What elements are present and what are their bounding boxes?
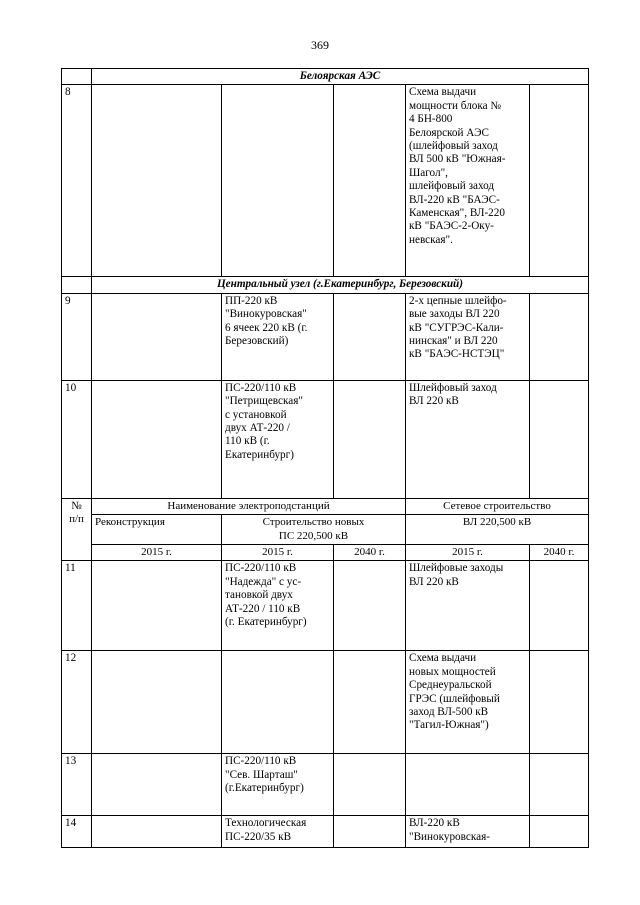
row-number: 8 (62, 85, 92, 277)
new-substation-2040-cell (334, 85, 406, 277)
header-network: Сетевое строительство (406, 498, 589, 514)
network-2040-cell (530, 816, 589, 848)
table-row (62, 754, 589, 816)
new-substation-2015-cell: ПС-220/110 кВ "Надежда" с ус- тановкой двух АТ-220 / 110 кВ (г. Екатеринбург) (222, 561, 334, 651)
network-2015-cell: ВЛ-220 кВ "Винокуровская- (406, 816, 530, 848)
new-substation-2015-cell: Технологическая ПС-220/35 кВ (222, 816, 334, 848)
header-substations: Наименование электроподстанций (92, 498, 406, 514)
reconstruction-cell (92, 651, 222, 754)
new-substation-2015-cell (222, 85, 334, 277)
header-lines: ВЛ 220,500 кВ (406, 515, 589, 545)
new-substation-2040-cell (334, 754, 406, 816)
substations-table (61, 68, 589, 848)
network-2040-cell (530, 380, 589, 498)
network-2015-cell (406, 754, 530, 816)
new-substation-2040-cell (334, 293, 406, 380)
new-substation-2015-cell: ПС-220/110 кВ "Сев. Шарташ" (г.Екатеринбург) (222, 754, 334, 816)
header-year: 2040 г. (334, 545, 406, 561)
network-2015-cell: Шлейфовые заходы ВЛ 220 кВ (406, 561, 530, 651)
table-row (62, 561, 589, 651)
network-2015-cell: Шлейфовый заход ВЛ 220 кВ (406, 380, 530, 498)
network-2015-cell: Схема выдачи мощности блока № 4 БН-800 Белоярской АЭС (шлейфовый заход ВЛ 500 кВ "Южная- Шагол", шлейфовый заход ВЛ-220 кВ "БАЭС- Каменская", ВЛ-220 кВ "БАЭС-2-Оку- невская". (406, 85, 530, 277)
network-2015-cell: 2-х цепные шлейфо- вые заходы ВЛ 220 кВ "СУГРЭС-Кали- нинская" и ВЛ 220 кВ "БАЭС-НСТЭЦ" (406, 293, 530, 380)
header-year: 2015 г. (222, 545, 334, 561)
table-row (62, 816, 589, 848)
table-row (62, 380, 589, 498)
table-row (62, 651, 589, 754)
section-row (62, 69, 589, 85)
new-substation-2040-cell (334, 380, 406, 498)
network-2040-cell (530, 561, 589, 651)
header-year: 2040 г. (530, 545, 589, 561)
network-2040-cell (530, 651, 589, 754)
row-number: 9 (62, 293, 92, 380)
reconstruction-cell (92, 85, 222, 277)
table-header-row (62, 515, 589, 545)
table-row (62, 85, 589, 277)
header-year: 2015 г. (406, 545, 530, 561)
new-substation-2040-cell (334, 816, 406, 848)
row-number: 12 (62, 651, 92, 754)
row-number: 11 (62, 561, 92, 651)
table-header-row (62, 545, 589, 561)
network-2040-cell (530, 293, 589, 380)
header-reconstruction: Реконструкция (92, 515, 222, 545)
header-new-construction: Строительство новых ПС 220,500 кВ (222, 515, 406, 545)
network-2040-cell (530, 85, 589, 277)
section-row (62, 277, 589, 293)
table-row (62, 293, 589, 380)
network-2015-cell: Схема выдачи новых мощностей Среднеуральской ГРЭС (шлейфовый заход ВЛ-500 кВ "Тагил-Южная") (406, 651, 530, 754)
header-number: № п/п (62, 498, 92, 561)
header-year: 2015 г. (92, 545, 222, 561)
section-title-beloyarsk: Белоярская АЭС (92, 69, 589, 85)
new-substation-2015-cell (222, 651, 334, 754)
reconstruction-cell (92, 561, 222, 651)
row-number: 10 (62, 380, 92, 498)
row-number: 14 (62, 816, 92, 848)
reconstruction-cell (92, 293, 222, 380)
reconstruction-cell (92, 754, 222, 816)
table-header-row (62, 498, 589, 514)
reconstruction-cell (92, 816, 222, 848)
new-substation-2040-cell (334, 561, 406, 651)
reconstruction-cell (92, 380, 222, 498)
new-substation-2015-cell: ПП-220 кВ "Винокуровская" 6 ячеек 220 кВ (г. Березовский) (222, 293, 334, 380)
new-substation-2040-cell (334, 651, 406, 754)
row-number: 13 (62, 754, 92, 816)
network-2040-cell (530, 754, 589, 816)
page-number: 369 (311, 38, 329, 52)
new-substation-2015-cell: ПС-220/110 кВ "Петрищевская" с установкой двух АТ-220 / 110 кВ (г. Екатеринбург) (222, 380, 334, 498)
section-title-central: Центральный узел (г.Екатеринбург, Березовский) (92, 277, 589, 293)
